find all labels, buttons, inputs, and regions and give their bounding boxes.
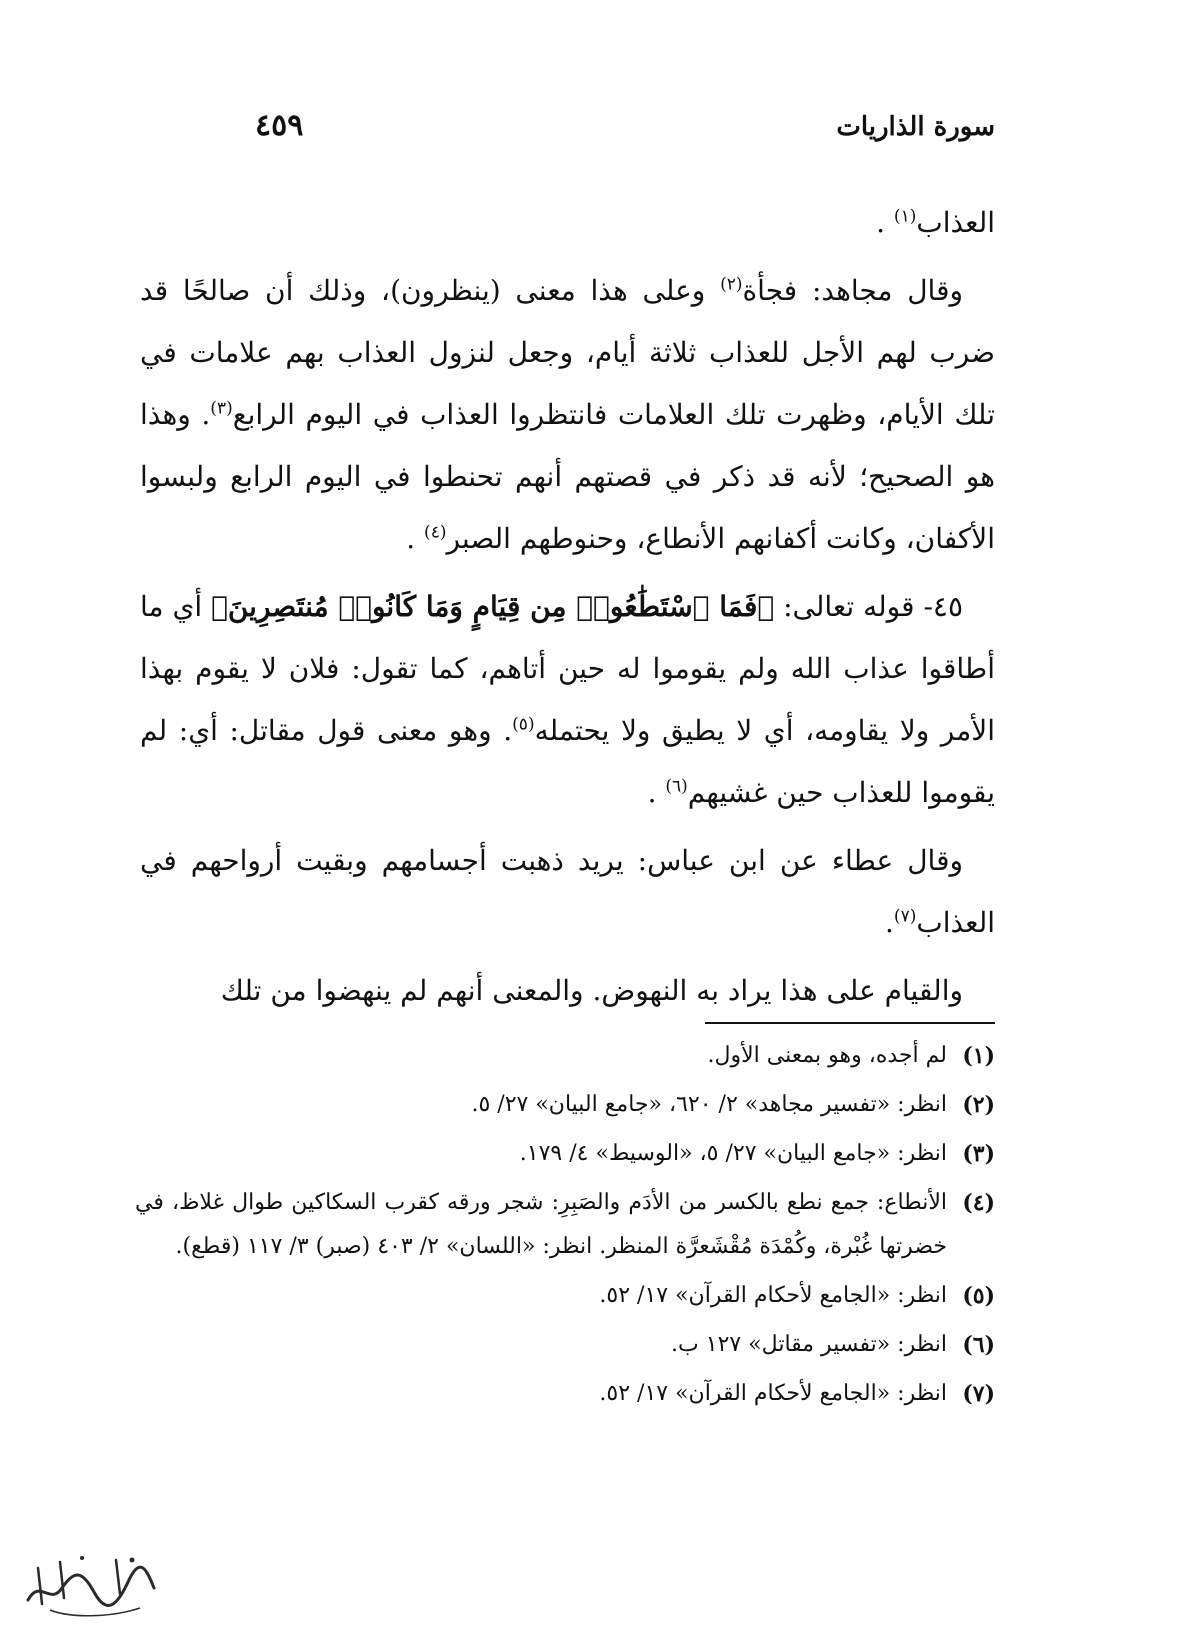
footnote-number: (٣) — [962, 1141, 995, 1167]
paragraph-text: . — [406, 522, 425, 555]
paragraph-text: ٤٥- قوله تعالى: — [774, 590, 963, 623]
footnote — [135, 1274, 995, 1318]
body-paragraph — [140, 576, 995, 824]
footnote-separator — [705, 1022, 995, 1024]
paragraph-text: . وهذا هو الصحيح؛ لأنه قد ذكر في قصتهم أنهم تحنطوا في اليوم الرابع ولبسوا الأكفان، وكانت أكفانهم الأنطاع، وحنوطهم الصبر — [140, 398, 995, 555]
footnote-text: الأنطاع: جمع نطع بالكسر من الأدَم والصَبِرِ: شجر ورقه كقرب السكاكين طوال غلاظ، في خضرتها غُبْرة، وكُمْدَة مُقْشَعرَّة المنظر. انظر: «اللسان» ٢/ ٤٠٣ (صبر) ٣/ ١١٧ (قطع). — [135, 1190, 947, 1259]
footnote-text: انظر: «الجامع لأحكام القرآن» ١٧/ ٥٢. — [599, 1283, 947, 1308]
footnote-number: (٥) — [962, 1283, 995, 1309]
footnote-number: (٤) — [962, 1190, 995, 1216]
footnote-reference: (٢) — [720, 274, 743, 295]
footnote — [135, 1034, 995, 1078]
paragraph-text: . — [647, 776, 666, 809]
paragraph-text: والقيام على هذا يراد به النهوض. والمعنى أنهم لم ينهضوا من تلك — [220, 974, 963, 1007]
paragraph-text: أي ما أطاقوا عذاب الله ولم يقوموا له حين أتاهم، كما تقول: فلان لا يقوم بهذا الأمر ولا يقاومه، أي لا يطيق ولا يحتمله — [140, 590, 996, 747]
footnote-text: لم أجده، وهو بمعنى الأول. — [707, 1043, 947, 1068]
quran-verse: ﴿فَمَا ٱسْتَطَٰعُوا۟ مِن قِيَامٍ وَمَا كَانُوا۟ مُنتَصِرِينَ﴾ — [211, 590, 775, 623]
footnote-reference: (١) — [893, 206, 917, 227]
paragraph-text: وعلى هذا معنى (ينظرون)، وذلك أن صالحًا قد ضرب لهم الأجل للعذاب ثلاثة أيام، وجعل لنزول العذاب بهم علامات في تلك الأيام، وظهرت تلك العلامات فانتظروا العذاب في اليوم الرابع — [140, 274, 995, 431]
footnote-reference: (٥) — [512, 714, 535, 735]
main-text — [140, 192, 995, 1028]
calligraphy-stamp-icon — [20, 1548, 160, 1622]
footnote-reference: (٧) — [893, 906, 917, 927]
footnote — [135, 1132, 995, 1176]
footnote-text: انظر: «الجامع لأحكام القرآن» ١٧/ ٥٢. — [599, 1381, 947, 1406]
footnote — [135, 1181, 995, 1269]
page-header — [255, 108, 995, 152]
footnote-number: (٢) — [962, 1092, 995, 1118]
paragraph-text: وقال عطاء عن ابن عباس: يريد ذهبت أجسامهم وبقيت أرواحهم في العذاب — [140, 844, 995, 939]
footnote — [135, 1323, 995, 1367]
footnote-reference: (٤) — [424, 522, 447, 543]
footnote-number: (٧) — [962, 1381, 995, 1407]
footnote-text: انظر: «تفسير مجاهد» ٢/ ٦٢٠، «جامع البيان» ٢٧/ ٥. — [471, 1092, 947, 1117]
footnote-reference: (٦) — [665, 776, 688, 797]
surah-title: سورة الذاريات — [836, 112, 995, 142]
footnote-text: انظر: «تفسير مقاتل» ١٢٧ ب. — [671, 1332, 947, 1357]
footnote-number: (٦) — [962, 1332, 995, 1358]
footnote-text: انظر: «جامع البيان» ٢٧/ ٥، «الوسيط» ٤/ ١٧٩. — [519, 1141, 947, 1166]
paragraph-text: العذاب — [916, 206, 995, 239]
body-paragraph — [140, 260, 995, 570]
footnotes — [135, 1034, 995, 1421]
body-paragraph — [140, 960, 995, 1022]
paragraph-text: وقال مجاهد: فجأة — [742, 274, 963, 307]
paragraph-text: . — [876, 206, 894, 239]
footnote — [135, 1372, 995, 1416]
body-paragraph — [140, 830, 995, 954]
footnote — [135, 1083, 995, 1127]
page-number: ٤٥٩ — [255, 108, 304, 143]
paragraph-text: . وهو معنى قول مقاتل: أي: لم يقوموا للعذاب حين غشيهم — [140, 714, 995, 809]
footnote-reference: (٣) — [210, 398, 233, 419]
paragraph-text: . — [885, 906, 894, 939]
body-paragraph — [140, 192, 995, 254]
footnote-number: (١) — [962, 1043, 995, 1069]
